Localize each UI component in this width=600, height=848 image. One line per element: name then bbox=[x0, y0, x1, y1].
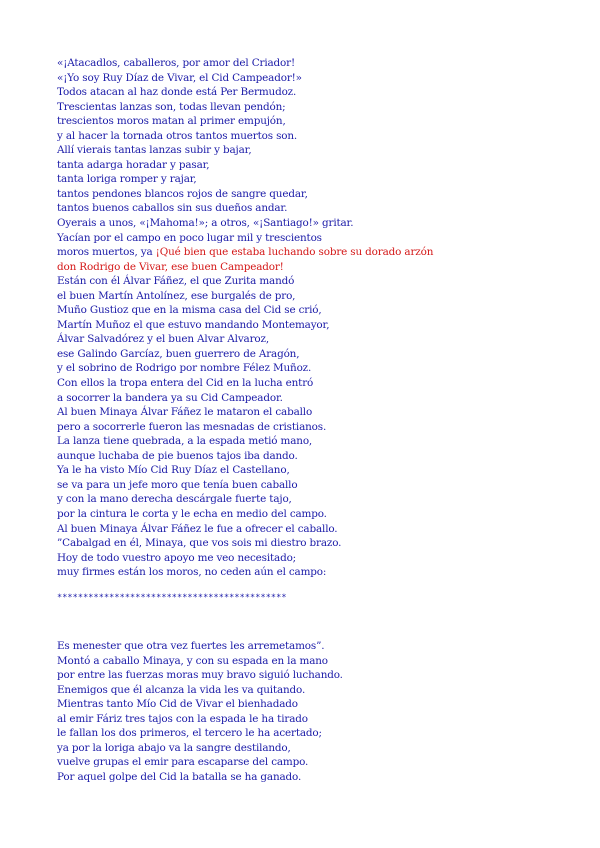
poem-line: y con la mano derecha descárgale fuerte tajo, bbox=[57, 493, 292, 506]
poem-line: el buen Martín Antolínez, ese burgalés de pro, bbox=[57, 289, 296, 302]
poem-line: Muño Gustioz que en la misma casa del Cid se crió, bbox=[57, 304, 322, 317]
poem-line: ”Cabalgad en él, Minaya, que vos sois mi diestro brazo. bbox=[57, 537, 342, 550]
poem-line: tantos pendones blancos rojos de sangre quedar, bbox=[57, 187, 308, 200]
poem-line: aunque luchaba de pie buenos tajos iba dando. bbox=[57, 449, 298, 462]
poem-line: a socorrer la bandera ya su Cid Campeador. bbox=[57, 391, 283, 404]
poem-line: Oyerais a unos, «¡Mahoma!»; a otros, «¡Santiago!» gritar. bbox=[57, 217, 354, 230]
poem-line: Hoy de todo vuestro apoyo me veo necesitado; bbox=[57, 551, 297, 564]
poem-line: ese Galindo Garcíaz, buen guerrero de Aragón, bbox=[57, 347, 300, 360]
poem-line: Trescientas lanzas son, todas llevan pendón; bbox=[57, 100, 286, 113]
poem-line: «¡Yo soy Ruy Díaz de Vivar, el Cid Campeador!» bbox=[57, 71, 302, 84]
poem-line: Montó a caballo Minaya, y con su espada en la mano bbox=[57, 654, 328, 667]
poem-line: Están con él Álvar Fáñez, el que Zurita mandó bbox=[57, 275, 295, 288]
poem-line: Por aquel golpe del Cid la batalla se ha ganado. bbox=[57, 770, 302, 783]
poem-line: Álvar Salvadórez y el buen Alvar Alvaroz, bbox=[57, 333, 270, 346]
poem-line: Mientras tanto Mío Cid de Vivar el bienhadado bbox=[57, 698, 298, 711]
poem-line: tantos buenos caballos sin sus dueños andar. bbox=[57, 202, 288, 215]
poem-block-2 bbox=[57, 639, 343, 784]
poem-line: Enemigos que él alcanza la vida les va quitando. bbox=[57, 683, 306, 696]
poem-line: y el sobrino de Rodrigo por nombre Félez Muñoz. bbox=[57, 362, 312, 375]
poem-line: tanta adarga horadar y pasar, bbox=[57, 158, 210, 171]
poem-line: y al hacer la tornada otros tantos muertos son. bbox=[57, 129, 298, 142]
poem-line: La lanza tiene quebrada, a la espada metió mano, bbox=[57, 435, 313, 448]
poem-line: trescientos moros matan al primer empujón, bbox=[57, 115, 286, 128]
poem-line: al emir Fáriz tres tajos con la espada le ha tirado bbox=[57, 712, 308, 725]
poem-line: Ya le ha visto Mío Cid Ruy Díaz el Castellano, bbox=[57, 464, 290, 477]
asterisk-divider: ******************************************** bbox=[57, 593, 287, 603]
poem-line: por entre las fuerzas moras muy bravo siguió luchando. bbox=[57, 669, 343, 682]
poem-line: por la cintura le corta y le echa en medio del campo. bbox=[57, 507, 327, 520]
poem-line: pero a socorrerle fueron las mesnadas de cristianos. bbox=[57, 420, 327, 433]
poem-line: Con ellos la tropa entera del Cid en la lucha entró bbox=[57, 377, 314, 390]
poem-line: Todos atacan al haz donde está Per Bermudoz. bbox=[57, 86, 297, 99]
poem-block-1 bbox=[57, 56, 433, 580]
poem-line: vuelve grupas el emir para escaparse del campo. bbox=[57, 756, 309, 769]
poem-line: le fallan los dos primeros, el tercero le ha acertado; bbox=[57, 727, 322, 740]
poem-line: moros muertos, ya ¡Qué bien que estaba luchando sobre su dorado arzón bbox=[57, 246, 434, 259]
poem-line: Al buen Minaya Álvar Fáñez le fue a ofrecer el caballo. bbox=[57, 522, 338, 535]
poem-line: muy firmes están los moros, no ceden aún el campo: bbox=[57, 566, 327, 579]
poem-line: se va para un jefe moro que tenía buen caballo bbox=[57, 478, 298, 491]
poem-line: Al buen Minaya Álvar Fáñez le mataron el caballo bbox=[57, 406, 313, 419]
poem-line: Yacían por el campo en poco lugar mil y trescientos bbox=[57, 231, 322, 244]
poem-line: «¡Atacadlos, caballeros, por amor del Criador! bbox=[57, 57, 295, 69]
poem-line: ya por la loriga abajo va la sangre destilando, bbox=[57, 741, 291, 754]
poem-line: tanta loriga romper y rajar, bbox=[57, 173, 197, 186]
poem-line: Allí vierais tantas lanzas subir y bajar, bbox=[57, 144, 252, 157]
poem-line: Martín Muñoz el que estuvo mandando Montemayor, bbox=[57, 318, 330, 331]
poem-line: don Rodrigo de Vivar, ese buen Campeador! bbox=[57, 260, 284, 273]
poem-line: Es menester que otra vez fuertes les arremetamos”. bbox=[57, 640, 325, 652]
